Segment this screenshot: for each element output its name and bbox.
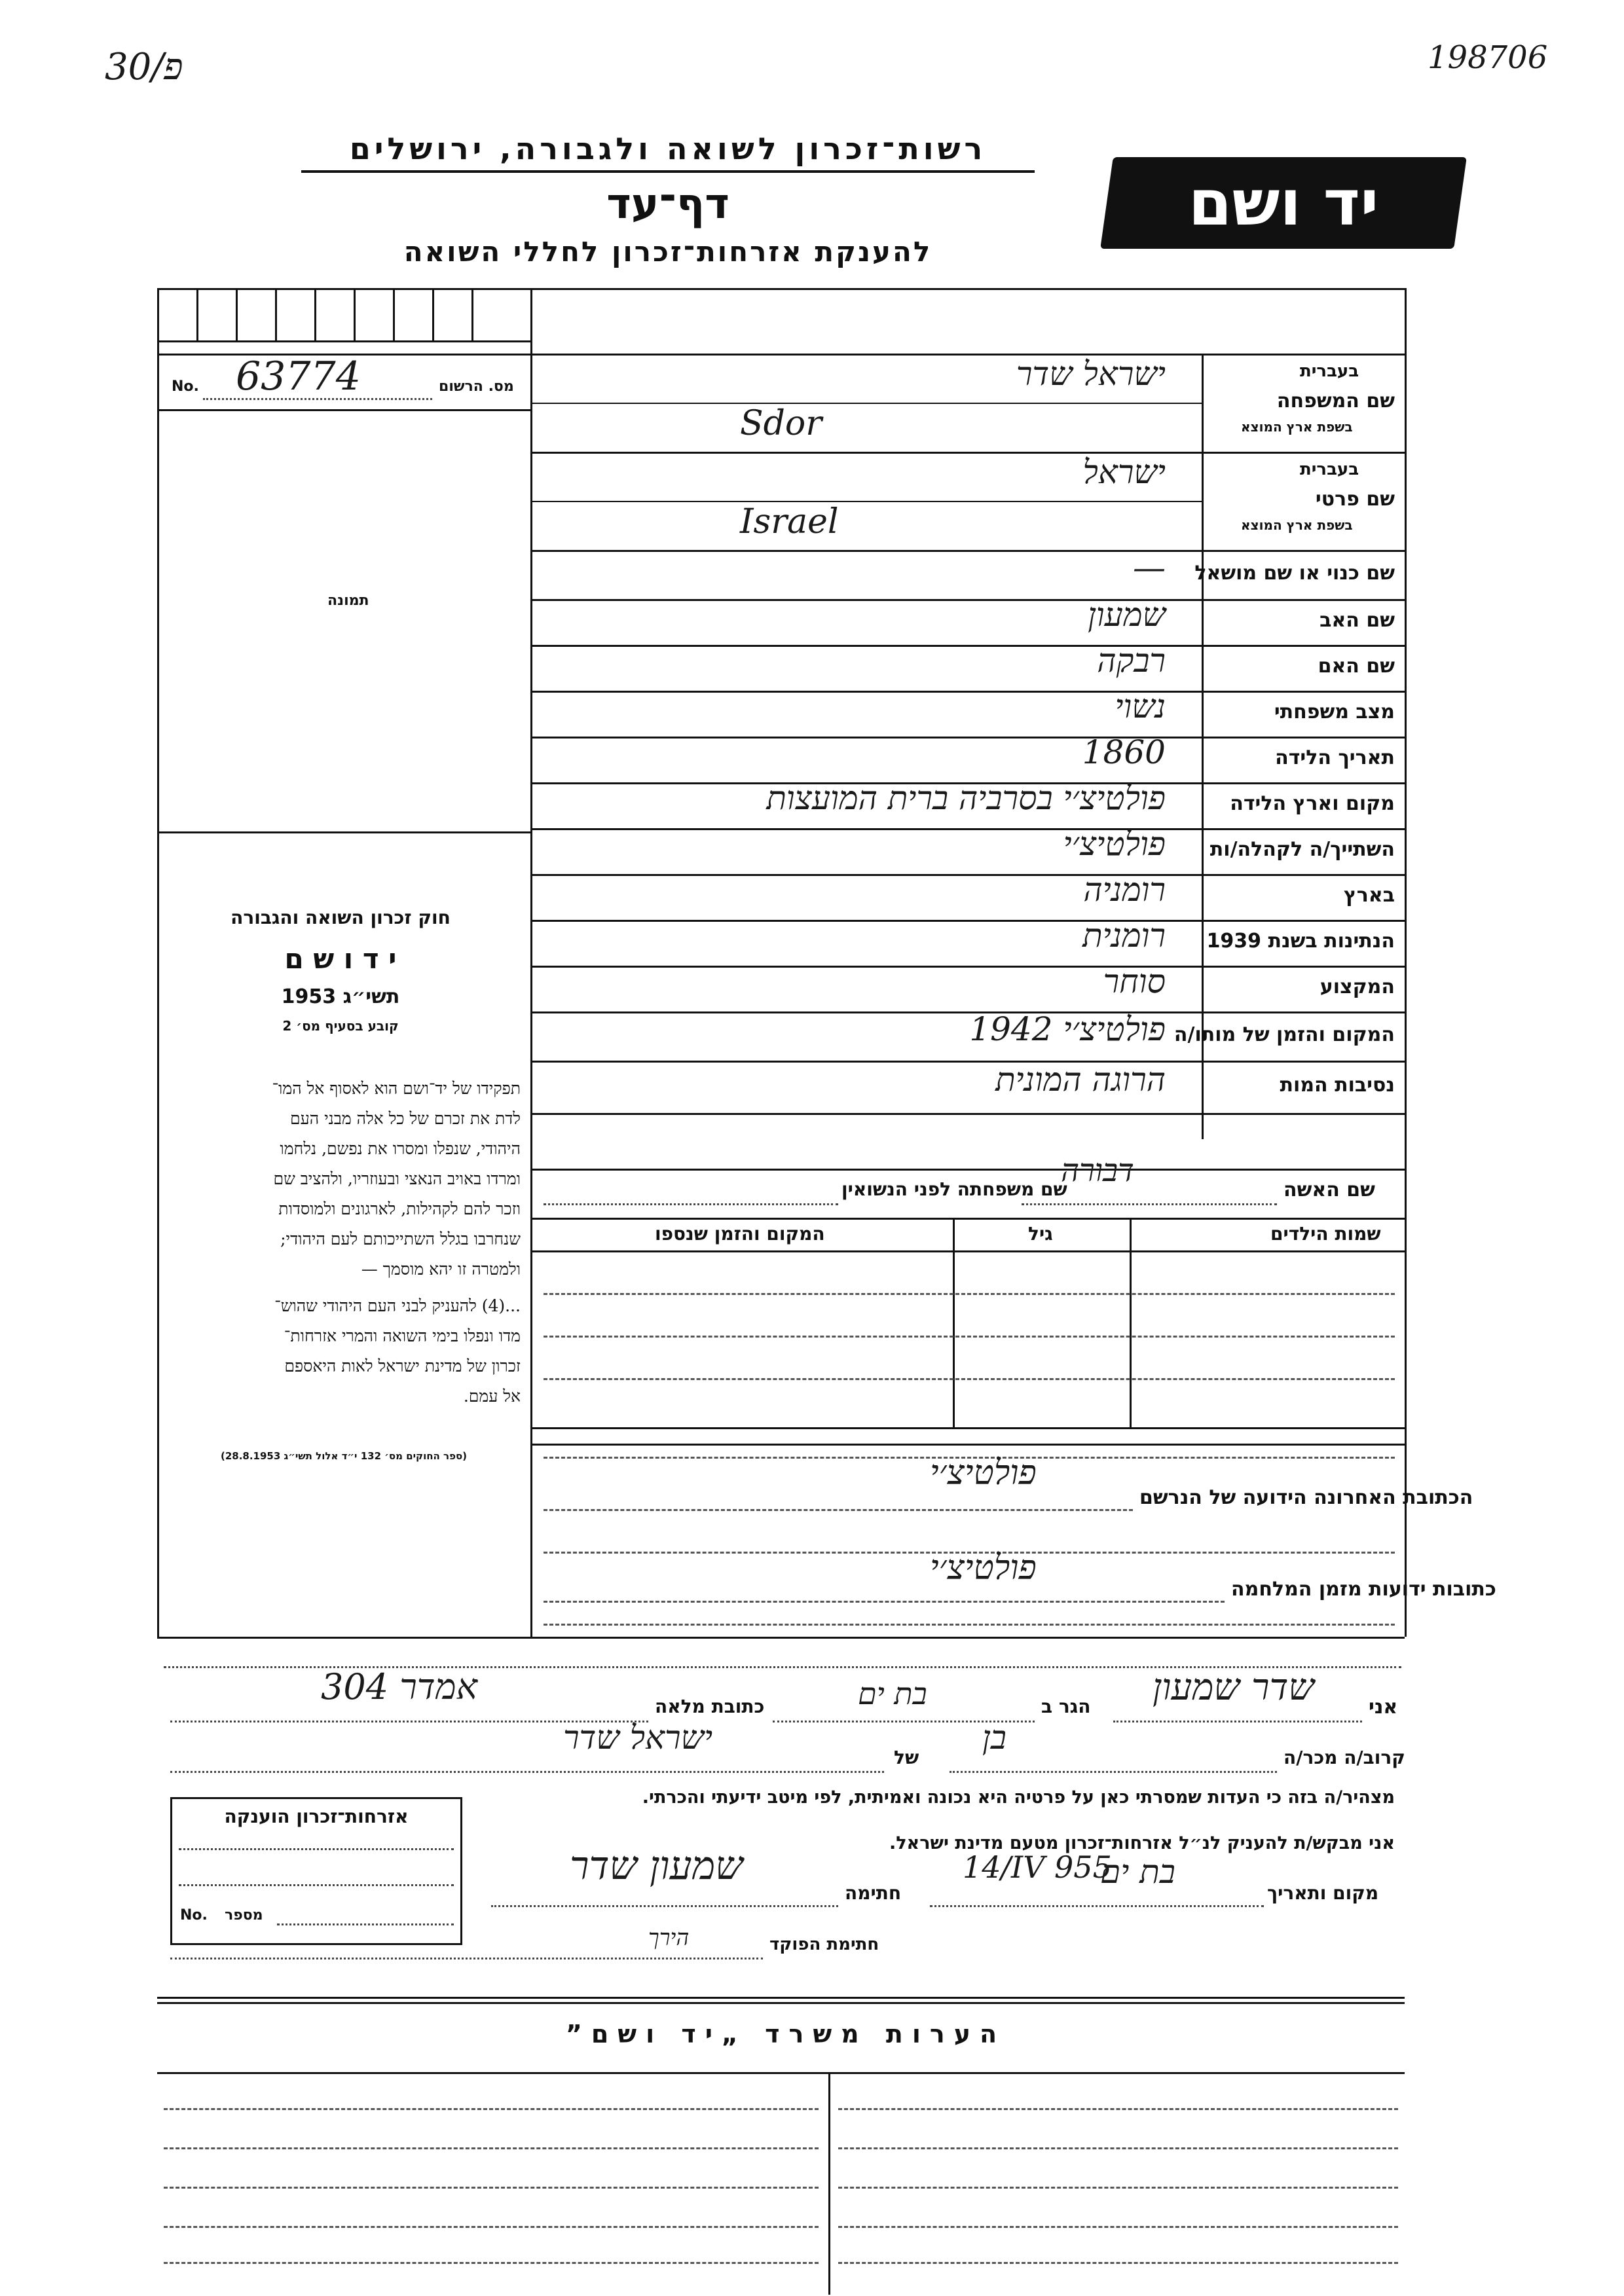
field-label: השתייך/ה לקהלה/ות bbox=[1209, 838, 1395, 861]
field-label: מקום וארץ הלידה bbox=[1230, 792, 1395, 815]
signature-value[interactable]: שמעון שדר bbox=[570, 1843, 743, 1889]
lives-in-value[interactable]: בת ים bbox=[858, 1676, 927, 1711]
officer-signature-label: חתימת הפוקד bbox=[769, 1935, 879, 1954]
signature-label: חתימה bbox=[845, 1882, 902, 1904]
registration-no-label: No. bbox=[172, 378, 199, 395]
children-names-header: שמות הילדים bbox=[1270, 1223, 1381, 1245]
field-label: הנתינות בשנת 1939 bbox=[1206, 930, 1395, 953]
field-value[interactable]: רומניה bbox=[1083, 871, 1166, 909]
law-line: ולמטרה זו יהא מוסמך — bbox=[361, 1260, 521, 1279]
law-line: ...(4) להעניק לבני העם היהודי שהוש־ bbox=[274, 1296, 521, 1315]
field-sublabel-hebrew: בעברית bbox=[1300, 460, 1359, 479]
field-value[interactable]: שמעון bbox=[1088, 596, 1166, 634]
registration-number-label: מס. הרשום bbox=[439, 378, 514, 395]
law-line: היהודי, שנפלו ומסרו את נפשם, נלחמו bbox=[280, 1139, 521, 1158]
field-sublabel-origin: בשפת ארץ המוצא bbox=[1241, 419, 1353, 435]
citizenship-box-title: אזרחות־זכרון הוענקה bbox=[224, 1806, 409, 1827]
form-title: דף־עד bbox=[606, 180, 729, 228]
relation-value[interactable]: בן bbox=[982, 1719, 1006, 1757]
wartime-address-value[interactable]: פולטיצ׳י bbox=[930, 1548, 1037, 1588]
citizenship-number-label: מספר bbox=[225, 1907, 263, 1923]
field-label: המקום והזמן של מותו/ה bbox=[1173, 1023, 1395, 1046]
field-value-latin[interactable]: Sdor bbox=[740, 404, 822, 443]
file-number: 198706 bbox=[1428, 39, 1548, 76]
law-heading: חוק זכרון השואה והגבורה bbox=[231, 907, 451, 928]
wife-maiden-label: שם משפחתה לפני הנשואין bbox=[841, 1178, 1067, 1200]
law-line: לדת את זכרם של כל אלה מבני העם bbox=[290, 1109, 521, 1128]
folder-mark: 30/פ bbox=[105, 46, 183, 88]
full-address-label: כתובת מלאה bbox=[655, 1696, 765, 1717]
field-label: שם כנוי או שם מושאל bbox=[1194, 561, 1395, 585]
date-value[interactable]: 14/IV 955 bbox=[963, 1850, 1112, 1885]
wife-label: שם האשה bbox=[1283, 1178, 1375, 1201]
full-address-value[interactable]: אמדר 304 bbox=[321, 1666, 478, 1707]
field-sublabel-origin: בשפת ארץ המוצא bbox=[1241, 517, 1353, 533]
field-label: שם האם bbox=[1318, 655, 1395, 678]
place-date-label: מקום ותאריך bbox=[1267, 1882, 1379, 1904]
authority-name: רשות־זכרון לשואה ולגבורה, ירושלים bbox=[301, 131, 1035, 173]
law-clause: קובע בסעיף מס׳ 2 bbox=[282, 1018, 399, 1034]
citizenship-no-label: No. bbox=[180, 1907, 208, 1923]
logo-text: יד ושם bbox=[1188, 166, 1379, 240]
last-address-value[interactable]: פולטיצ׳י bbox=[930, 1453, 1037, 1493]
law-year: תשי״ג 1953 bbox=[281, 985, 400, 1008]
yad-vashem-logo bbox=[1100, 157, 1467, 249]
statement-truth: מצהיר/ה בזה כי העדות שמסרתי כאן על פרטיה היא נכונה ואמיתית, לפי מיטב ידיעתי והכרתי. bbox=[642, 1787, 1395, 1808]
law-line: ומרדו באויב הנאצי ובעוזריו, ולהציב שם bbox=[273, 1169, 521, 1188]
last-address-label: הכתובת האחרונה הידועה של הנרשם bbox=[1139, 1486, 1473, 1509]
field-label: מצב משפחתי bbox=[1274, 701, 1395, 723]
law-citation: (ספר החוקים מס׳ 132 י״ד אלול תשי״ג 28.8.1953) bbox=[220, 1450, 468, 1462]
field-value[interactable]: ישראל bbox=[1082, 453, 1166, 491]
law-line: אל עמם. bbox=[463, 1387, 521, 1406]
registration-number[interactable]: 63774 bbox=[236, 354, 361, 399]
relation-of-value[interactable]: ישראל שדר bbox=[563, 1719, 713, 1757]
officer-signature-value[interactable]: הירך bbox=[648, 1925, 690, 1951]
field-value[interactable]: פולטיצ׳י בסרביה ברית המועצות bbox=[766, 779, 1166, 817]
field-value[interactable]: רבקה bbox=[1097, 642, 1166, 680]
field-value[interactable]: פולטיצ׳י 1942 bbox=[969, 1010, 1166, 1048]
field-value[interactable]: פולטיצ׳י bbox=[1063, 825, 1166, 863]
citizenship-box bbox=[170, 1797, 462, 1945]
law-paragraph bbox=[167, 1074, 521, 1412]
field-label: שם המשפחה bbox=[1276, 390, 1395, 412]
declarant-name[interactable]: שדר שמעון bbox=[1153, 1666, 1314, 1709]
place-value[interactable]: בת ים bbox=[1100, 1853, 1175, 1891]
photo-label: תמונה bbox=[327, 592, 369, 609]
field-label: תאריך הלידה bbox=[1275, 746, 1395, 769]
law-line: זכרון של מדינת ישראל לאות היאספם bbox=[284, 1357, 521, 1376]
wartime-address-label: כתובות ידועות מזמן המלחמה bbox=[1231, 1578, 1496, 1601]
law-name: י ד ו ש ם bbox=[284, 943, 397, 975]
children-place-header: המקום והזמן שנספו bbox=[655, 1223, 825, 1245]
wife-value[interactable]: דבורה bbox=[1061, 1152, 1134, 1189]
relation-of-label: של bbox=[894, 1747, 919, 1768]
field-label: שם פרטי bbox=[1315, 488, 1395, 511]
law-line: תפקידו של יד־ושם הוא לאסוף אל המו־ bbox=[272, 1079, 521, 1098]
field-value[interactable]: רומנית bbox=[1082, 917, 1166, 955]
field-label: נסיבות המות bbox=[1280, 1074, 1395, 1097]
law-line: שנחרבו בגלל השתייכותם לעם היהודי; bbox=[280, 1230, 521, 1248]
lives-in-label: הגר ב bbox=[1041, 1696, 1091, 1717]
office-notes-title: הערות משרד „יד ושם” bbox=[565, 2020, 1006, 2049]
field-value[interactable]: סוחר bbox=[1103, 962, 1166, 1000]
field-value-latin[interactable]: Israel bbox=[740, 502, 839, 541]
field-label: שם האב bbox=[1320, 609, 1395, 632]
field-value[interactable]: נשוי bbox=[1115, 687, 1166, 725]
field-sublabel-hebrew: בעברית bbox=[1300, 361, 1359, 381]
field-label: המקצוע bbox=[1320, 975, 1395, 998]
law-line: וזכר להם לקהילות, לארגונים ולמוסדות bbox=[278, 1199, 521, 1218]
statement-request: אני מבקש/ת להעניק לנ״ל אזרחות־זכרון מטעם מדינת ישראל. bbox=[889, 1833, 1395, 1853]
field-label: בארץ bbox=[1343, 884, 1395, 907]
field-value[interactable]: 1860 bbox=[1082, 733, 1166, 771]
relation-label: קרוב/ה מכר/ה bbox=[1283, 1747, 1405, 1768]
field-value[interactable]: ישראל שדר bbox=[1016, 355, 1166, 393]
declaration-ani: אני bbox=[1369, 1696, 1398, 1719]
field-value[interactable]: הרוגה המונית bbox=[995, 1061, 1166, 1099]
children-age-header: גיל bbox=[1028, 1223, 1053, 1245]
field-value[interactable]: — bbox=[1133, 548, 1166, 587]
law-line: מדו ונפלו בימי השואה והמרי אזרחות־ bbox=[284, 1326, 521, 1345]
form-subtitle: להענקת אזרחות־זכרון לחללי השואה bbox=[403, 236, 932, 268]
